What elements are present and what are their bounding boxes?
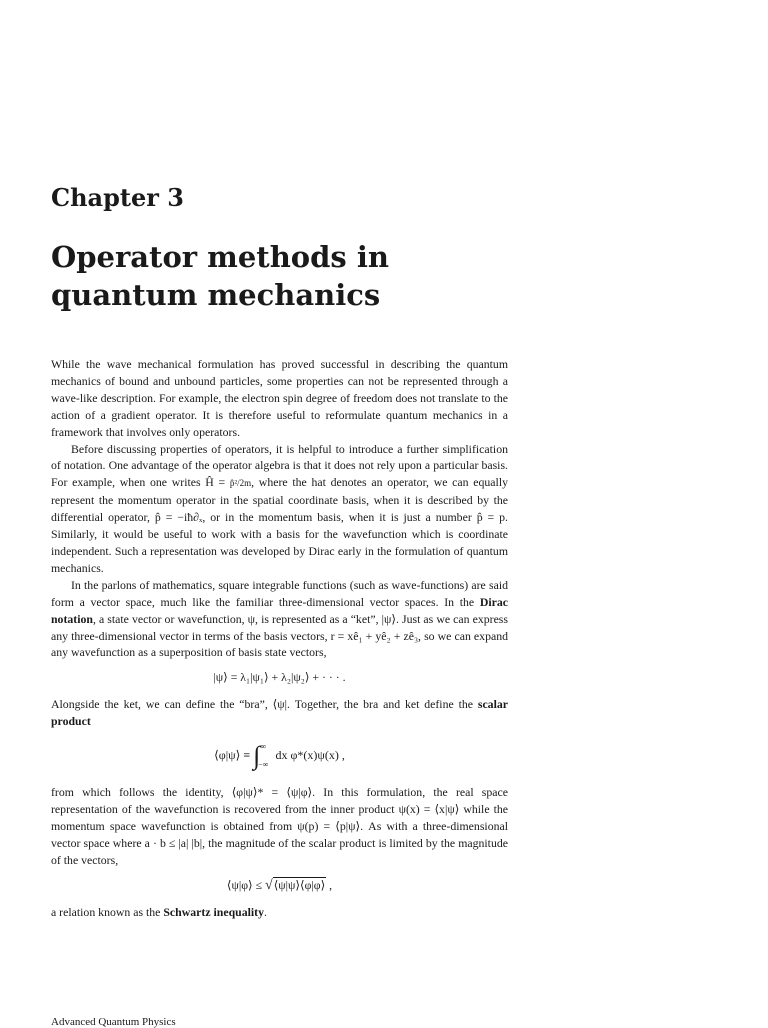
- equation-schwartz-lhs: ⟨ψ|φ⟩ ≤: [226, 877, 265, 892]
- equation-scalar-product-rhs: dx φ*(x)ψ(x) ,: [275, 747, 345, 762]
- paragraph-2-text-a: Before discussing properties of operators, it is helpful to introduce a further simplification of notation. One advantage of the operator algebra is that it does not rely upon a particular basis. For example, when one writes Ĥ =: [51, 441, 508, 490]
- paragraph-3: [51, 577, 508, 662]
- term-scalar-product: scalar product: [51, 697, 508, 729]
- equation-scalar-product-lhs: ⟨φ|ψ⟩ ≡: [214, 747, 251, 762]
- equation-ket-expansion: |ψ⟩ = λ₁|ψ₁⟩ + λ₂|ψ₂⟩ + · · · .: [213, 670, 346, 685]
- equation-schwartz: [51, 877, 508, 895]
- chapter-title-line-2: quantum mechanics: [51, 278, 381, 312]
- paragraph-6-text-b: .: [263, 905, 267, 920]
- paragraph-6-text-a: a relation known as the: [51, 905, 164, 920]
- paragraph-3-text-b: , a state vector or wavefunction, ψ, is represented as a “ket”, |ψ⟩. Just as we can express any three-dimensional vector in terms of the basis vectors, r = xê₁ + yê₂ + zê₃, so we can expand any wavefunction as a superposition of basis state vectors,: [51, 611, 508, 660]
- paragraph-3-text-a: In the parlons of mathematics, square integrable functions (such as wave-functions) are said form a vector space, much like the familiar three-dimensional vector spaces. In the: [51, 577, 508, 609]
- integral-upper-limit: ∞: [260, 742, 267, 752]
- hamiltonian-fraction: p̂²/2m: [229, 478, 252, 489]
- term-dirac-notation: Dirac notation: [51, 594, 508, 626]
- paragraph-2-text-b: , where the hat denotes an operator, we can equally represent the momentum operator in the spatial coordinate basis, when it is described by the differential operator, p̂ = −iħ∂ₓ, or in the momentum basis, when it is just a number p̂ = p. Similarly, it would be useful to work with a basis for the wavefunction which is coordinate independent. Such a representation was developed by Dirac early in the formulation of quantum mechanics.: [51, 475, 508, 575]
- integral-sign: ∫: [253, 740, 261, 770]
- term-schwartz-inequality: Schwartz inequality: [163, 905, 264, 920]
- running-footer: Advanced Quantum Physics: [51, 1016, 176, 1028]
- body-text: [51, 356, 508, 921]
- chapter-label: Chapter 3: [51, 183, 184, 212]
- paragraph-6: [51, 904, 508, 921]
- chapter-title: [51, 238, 511, 314]
- sqrt-sign: √: [265, 877, 273, 893]
- paragraph-5: from which follows the identity, ⟨φ|ψ⟩* = ⟨ψ|φ⟩. In this formulation, the real space representation of the wavefunction is recovered from the inner product ψ(x) = ⟨x|ψ⟩ while the momentum space wavefunction is obtained from ψ(p) = ⟨p|ψ⟩. As with a three-dimensional vector space where a · b ≤ |a| |b|, the magnitude of the scalar product is limited by the magnitude of the vectors,: [51, 785, 508, 867]
- chapter-title-line-1: Operator methods in: [51, 240, 389, 274]
- equation-schwartz-radicand: ⟨ψ|ψ⟩⟨φ|φ⟩: [273, 877, 326, 892]
- equation-scalar-product: [51, 738, 508, 774]
- paragraph-1: While the wave mechanical formulation has proved successful in describing the quantum mechanics of bound and unbound particles, some properties can not be represented through a wave-like description. For example, the electron spin degree of freedom does not translate to the action of a gradient operator. It is therefore useful to reformulate quantum mechanics in a framework that involves only operators.: [51, 357, 508, 439]
- paragraph-4-text-a: Alongside the ket, we can define the “bra”, ⟨ψ|. Together, the bra and ket define the: [51, 697, 478, 712]
- paragraph-4: [51, 696, 508, 730]
- integral-lower-limit: −∞: [258, 760, 269, 770]
- equation-schwartz-end: ,: [326, 877, 333, 892]
- paragraph-2: [51, 441, 508, 577]
